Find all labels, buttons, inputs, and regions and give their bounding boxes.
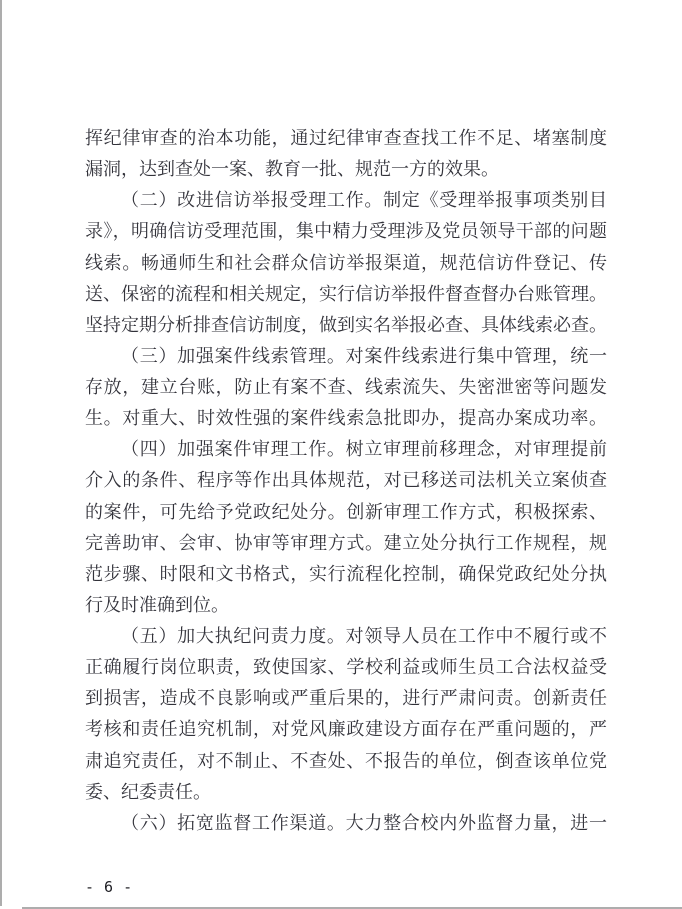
text-line: 介入的条件、程序等作出具体规范，对已移送司法机关立案侦查	[85, 470, 607, 491]
text-line: 坚持定期分析排查信访制度，做到实名举报必查、具体线索必查。	[85, 314, 607, 335]
text-line: 考核和责任追究机制，对党风廉政建设方面存在严重问题的，严	[85, 719, 607, 740]
text-line: 到损害，造成不良影响或严重后果的，进行严肃问责。创新责任	[85, 688, 607, 709]
text-line: 肃追究责任，对不制止、不查处、不报告的单位，倒查该单位党	[85, 750, 607, 771]
text-line: 的案件，可先给予党政纪处分。创新审理工作方式，积极探索、	[85, 501, 607, 522]
page-scan-edge-left	[0, 0, 2, 906]
text-line: 行及时准确到位。	[85, 594, 229, 615]
text-line: （四）加强案件审理工作。树立审理前移理念，对审理提前	[121, 439, 607, 460]
text-line: 漏洞，达到查处一案、教育一批、规范一方的效果。	[85, 159, 499, 180]
document-body	[85, 123, 607, 839]
text-line: 线索。畅通师生和社会群众信访举报渠道，规范信访件登记、传	[85, 252, 607, 273]
text-line: 委、纪委责任。	[85, 781, 211, 802]
text-line: 完善助审、会审、协审等审理方式。建立处分执行工作规程，规	[85, 532, 607, 553]
text-line: 挥纪律审查的治本功能，通过纪律审查查找工作不足、堵塞制度	[85, 128, 607, 148]
text-line: （五）加大执纪问责力度。对领导人员在工作中不履行或不	[121, 626, 607, 646]
text-line: 正确履行岗位职责，致使国家、学校利益或师生员工合法权益受	[85, 657, 607, 678]
text-line: 生。对重大、时效性强的案件线索急批即办，提高办案成功率。	[85, 408, 607, 429]
text-line: （二）改进信访举报受理工作。制定《受理举报事项类别目	[121, 190, 607, 211]
text-line: （六）拓宽监督工作渠道。大力整合校内外监督力量，进一	[121, 812, 607, 833]
text-line: （三）加强案件线索管理。对案件线索进行集中管理，统一	[121, 345, 607, 366]
text-line: 录》，明确信访受理范围，集中精力受理涉及党员领导干部的问题	[85, 221, 607, 242]
text-line: 送、保密的流程和相关规定，实行信访举报件督查督办台账管理。	[85, 283, 607, 304]
text-line: 范步骤、时限和文书格式，实行流程化控制，确保党政纪处分执	[85, 563, 607, 584]
page-number: - 6 -	[85, 878, 133, 896]
text-line: 存放，建立台账，防止有案不查、线索流失、失密泄密等问题发	[85, 377, 607, 397]
